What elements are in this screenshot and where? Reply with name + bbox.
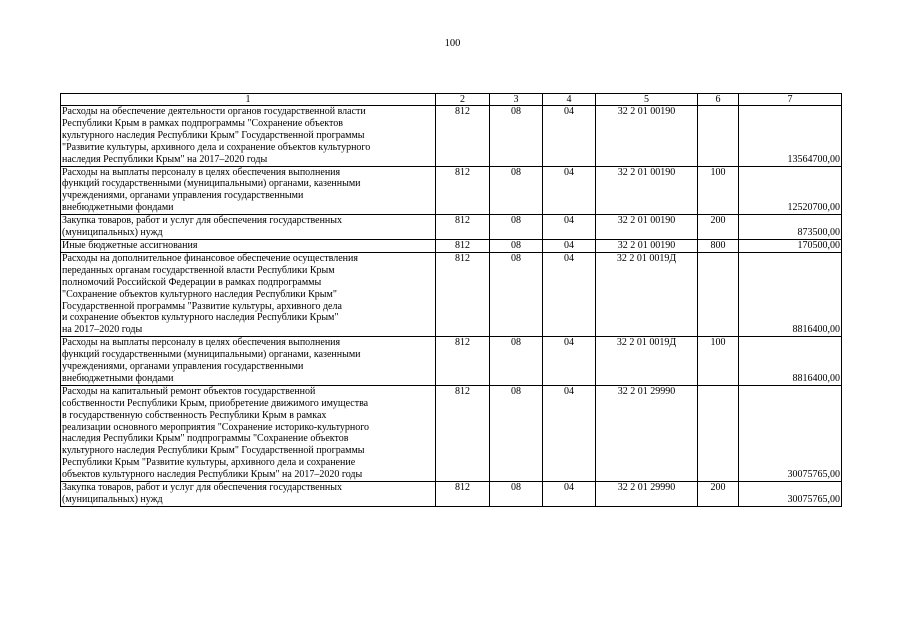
row-code-c2: 812 bbox=[436, 337, 490, 386]
table-row bbox=[61, 215, 842, 240]
row-code-c5: 32 2 01 0019Д bbox=[596, 337, 698, 386]
row-code-c3: 08 bbox=[490, 239, 543, 252]
table-header-row bbox=[61, 94, 842, 106]
row-code-c3: 08 bbox=[490, 482, 543, 507]
row-code-c4: 04 bbox=[543, 337, 596, 386]
row-description: Расходы на выплаты персоналу в целях обеспечения выполнения функций государственными (муниципальными) органами, казенными учреждениями, органами управления государственными внебюджетными фондами bbox=[61, 337, 436, 386]
row-code-c5: 32 2 01 00190 bbox=[596, 239, 698, 252]
row-amount: 8816400,00 bbox=[739, 252, 842, 336]
table-row bbox=[61, 166, 842, 215]
row-code-c6: 100 bbox=[698, 166, 739, 215]
row-code-c2: 812 bbox=[436, 166, 490, 215]
row-code-c6 bbox=[698, 385, 739, 481]
row-code-c3: 08 bbox=[490, 252, 543, 336]
row-code-c5: 32 2 01 29990 bbox=[596, 482, 698, 507]
row-code-c4: 04 bbox=[543, 166, 596, 215]
row-amount: 873500,00 bbox=[739, 215, 842, 240]
row-code-c2: 812 bbox=[436, 239, 490, 252]
table-row bbox=[61, 482, 842, 507]
row-amount: 8816400,00 bbox=[739, 337, 842, 386]
row-code-c2: 812 bbox=[436, 106, 490, 167]
row-code-c5: 32 2 01 00190 bbox=[596, 106, 698, 167]
row-code-c2: 812 bbox=[436, 482, 490, 507]
row-code-c4: 04 bbox=[543, 239, 596, 252]
row-code-c5: 32 2 01 29990 bbox=[596, 385, 698, 481]
row-description: Иные бюджетные ассигнования bbox=[61, 239, 436, 252]
row-code-c2: 812 bbox=[436, 385, 490, 481]
row-amount: 30075765,00 bbox=[739, 385, 842, 481]
row-description: Закупка товаров, работ и услуг для обеспечения государственных (муниципальных) нужд bbox=[61, 215, 436, 240]
column-header: 3 bbox=[490, 94, 543, 106]
column-header: 5 bbox=[596, 94, 698, 106]
row-description: Расходы на капитальный ремонт объектов государственной собственности Республики Крым, приобретение движимого имущества в государственную собственность Республики Крым в рамках реализации основного мероприятия "Сохранение историко-культурного наследия Республики Крым" подпрограммы "Сохранение объектов культурного наследия Республики Крым" Государственной программы Республики Крым "Развитие культуры, архивного дела и сохранение объектов культурного наследия Республики Крым" на 2017–2020 годы bbox=[61, 385, 436, 481]
column-header: 6 bbox=[698, 94, 739, 106]
table-row bbox=[61, 385, 842, 481]
row-code-c5: 32 2 01 0019Д bbox=[596, 252, 698, 336]
row-code-c3: 08 bbox=[490, 106, 543, 167]
row-code-c3: 08 bbox=[490, 337, 543, 386]
row-code-c3: 08 bbox=[490, 385, 543, 481]
row-description: Расходы на дополнительное финансовое обеспечение осуществления переданных органам государственной власти Республики Крым полномочий Российской Федерации в рамках подпрограммы "Сохранение объектов культурного наследия Республики Крым" Государственной программы "Развитие культуры, архивного дела и сохранение объектов культурного наследия Республики Крым" на 2017–2020 годы bbox=[61, 252, 436, 336]
row-code-c4: 04 bbox=[543, 482, 596, 507]
column-header: 7 bbox=[739, 94, 842, 106]
table-row bbox=[61, 337, 842, 386]
table-row bbox=[61, 252, 842, 336]
row-amount: 30075765,00 bbox=[739, 482, 842, 507]
row-code-c4: 04 bbox=[543, 385, 596, 481]
row-code-c2: 812 bbox=[436, 252, 490, 336]
row-code-c6 bbox=[698, 106, 739, 167]
row-code-c4: 04 bbox=[543, 252, 596, 336]
row-code-c2: 812 bbox=[436, 215, 490, 240]
row-amount: 170500,00 bbox=[739, 239, 842, 252]
row-code-c5: 32 2 01 00190 bbox=[596, 215, 698, 240]
budget-table bbox=[60, 93, 842, 507]
row-code-c4: 04 bbox=[543, 106, 596, 167]
column-header: 2 bbox=[436, 94, 490, 106]
row-code-c3: 08 bbox=[490, 166, 543, 215]
row-code-c3: 08 bbox=[490, 215, 543, 240]
table-row bbox=[61, 106, 842, 167]
row-code-c5: 32 2 01 00190 bbox=[596, 166, 698, 215]
row-code-c6: 800 bbox=[698, 239, 739, 252]
row-code-c6 bbox=[698, 252, 739, 336]
row-code-c6: 200 bbox=[698, 482, 739, 507]
row-code-c4: 04 bbox=[543, 215, 596, 240]
page-number: 100 bbox=[444, 38, 461, 49]
row-code-c6: 100 bbox=[698, 337, 739, 386]
row-description: Расходы на выплаты персоналу в целях обеспечения выполнения функций государственными (муниципальными) органами, казенными учреждениями, органами управления государственными внебюджетными фондами bbox=[61, 166, 436, 215]
column-header: 1 bbox=[61, 94, 436, 106]
row-description: Закупка товаров, работ и услуг для обеспечения государственных (муниципальных) нужд bbox=[61, 482, 436, 507]
table-row bbox=[61, 239, 842, 252]
row-amount: 13564700,00 bbox=[739, 106, 842, 167]
row-code-c6: 200 bbox=[698, 215, 739, 240]
row-amount: 12520700,00 bbox=[739, 166, 842, 215]
column-header: 4 bbox=[543, 94, 596, 106]
row-description: Расходы на обеспечение деятельности органов государственной власти Республики Крым в рамках подпрограммы "Сохранение объектов культурного наследия Республики Крым" Государственной программы "Развитие культуры, архивного дела и сохранение объектов культурного наследия Республики Крым" на 2017–2020 годы bbox=[61, 106, 436, 167]
